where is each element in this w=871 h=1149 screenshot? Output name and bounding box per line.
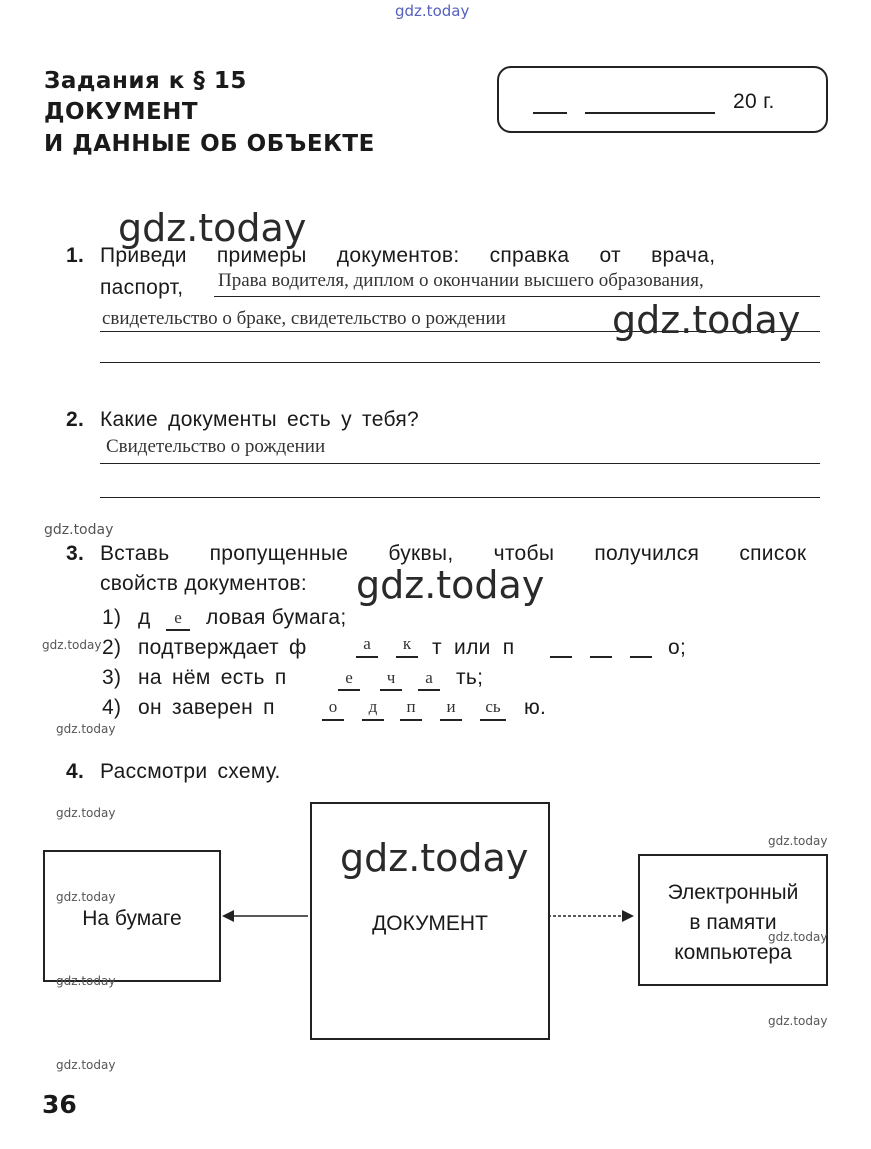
date-year-suffix: 20 г. xyxy=(733,90,775,113)
diagram-right-label-1: Электронный xyxy=(667,881,799,904)
page-title: ДОКУМЕНТ xyxy=(44,99,199,125)
arrow-right xyxy=(548,910,634,922)
watermark-small: gdz.today xyxy=(56,1058,116,1072)
task4-number: 4. xyxy=(66,760,85,783)
task3-item4-suffix: ю. xyxy=(524,696,547,719)
watermark-small: gdz.today xyxy=(42,638,102,652)
watermark-small: gdz.today xyxy=(768,930,828,944)
task3-item4-prefix: он заверен п xyxy=(138,696,275,719)
task3-item3-suffix: ть; xyxy=(456,666,484,689)
task4-question: Рассмотри схему. xyxy=(100,760,281,783)
task3-item2-letter2[interactable]: к xyxy=(402,634,412,653)
page-subtitle: И ДАННЫЕ ОБ ОБЪЕКТЕ xyxy=(44,131,375,157)
task3-item2-number: 2) xyxy=(102,636,122,659)
task3-item1-number: 1) xyxy=(102,606,122,629)
task3-item4-letter4[interactable]: и xyxy=(446,697,456,716)
watermark-big: gdz.today xyxy=(356,563,545,607)
task3-item1-letter[interactable]: е xyxy=(174,608,182,627)
task3-item2-letter1[interactable]: а xyxy=(363,634,371,653)
watermark-big: gdz.today xyxy=(340,836,529,880)
page-number: 36 xyxy=(42,1090,77,1119)
task3-item2-prefix: подтверждает ф xyxy=(138,636,307,659)
task2-number: 2. xyxy=(66,408,85,431)
task1-answer-line2[interactable]: свидетельство о браке, свидетельство о рождении xyxy=(102,308,506,329)
watermark-small: gdz.today xyxy=(56,722,116,736)
task3-number: 3. xyxy=(66,542,85,565)
diagram-right-label-2: в памяти xyxy=(689,911,777,934)
arrow-left xyxy=(222,910,308,922)
task3-item1-prefix: д xyxy=(138,606,151,629)
task3-item2-suffix: о; xyxy=(668,636,687,659)
task3-item4-letter2[interactable]: д xyxy=(368,697,378,716)
watermark-small: gdz.today xyxy=(44,522,114,538)
task1-answer-line1[interactable]: Права водителя, диплом о окончании высшего образования, xyxy=(218,270,704,291)
task3-question: Вставь пропущенные буквы, чтобы получился список xyxy=(100,542,807,565)
task1-number: 1. xyxy=(66,244,85,267)
task1-question-cont: паспорт, xyxy=(100,276,184,299)
task3-item1-suffix: ловая бумага; xyxy=(206,606,347,629)
section-label: Задания к § 15 xyxy=(44,68,247,94)
watermark-top: gdz.today xyxy=(395,2,470,20)
watermark-small: gdz.today xyxy=(56,974,116,988)
task3-item4-number: 4) xyxy=(102,696,122,719)
diagram-center-label: ДОКУМЕНТ xyxy=(372,912,488,935)
task3-item3-letter3[interactable]: а xyxy=(425,668,433,687)
task3-item3-prefix: на нём есть п xyxy=(138,666,287,689)
task3-item4-letter1[interactable]: о xyxy=(328,697,338,716)
watermark-small: gdz.today xyxy=(56,890,116,904)
task2-answer[interactable]: Свидетельство о рождении xyxy=(106,436,326,457)
task3-question-cont: свойств документов: xyxy=(100,572,308,595)
watermark-small: gdz.today xyxy=(56,806,116,820)
task3-item3-letter2[interactable]: ч xyxy=(386,668,396,687)
task3-item4-letter3[interactable]: п xyxy=(406,697,416,716)
task3-item4-letter5[interactable]: сь xyxy=(485,697,501,716)
watermark-small: gdz.today xyxy=(768,834,828,848)
diagram-right-label-3: компьютера xyxy=(674,941,792,964)
task3-item3-number: 3) xyxy=(102,666,122,689)
task1-question: Приведи примеры документов: справка от врача, xyxy=(100,244,716,267)
watermark-small: gdz.today xyxy=(768,1014,828,1028)
watermark-big: gdz.today xyxy=(612,298,801,342)
task2-question: Какие документы есть у тебя? xyxy=(100,408,419,431)
task3-item3-letter1[interactable]: е xyxy=(345,668,353,687)
watermark-big: gdz.today xyxy=(118,206,307,250)
diagram-left-label: На бумаге xyxy=(82,907,182,930)
task3-item2-middle: т или п xyxy=(432,636,515,659)
